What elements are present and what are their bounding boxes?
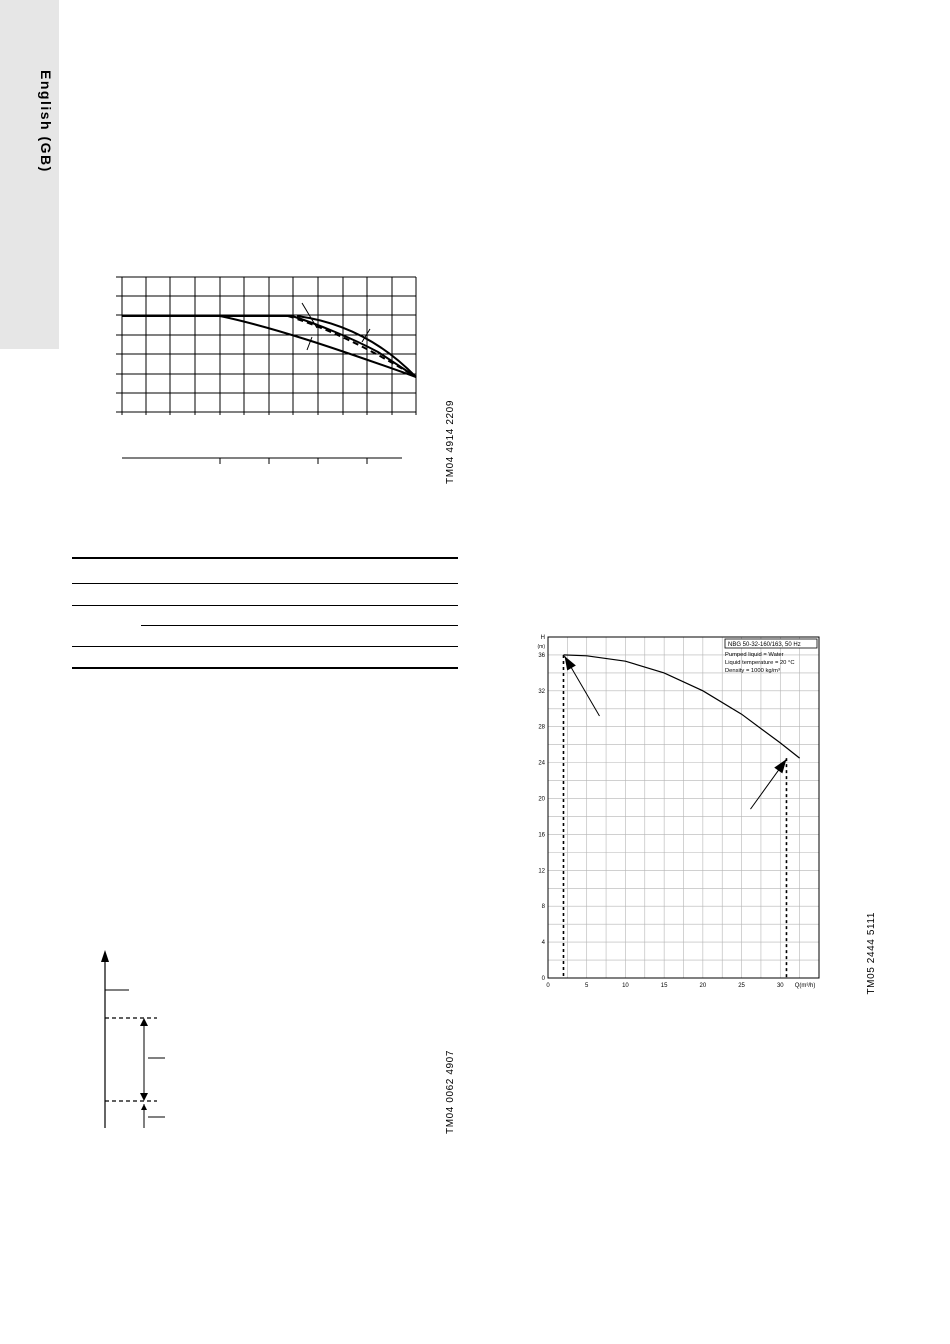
level-diagram (95, 950, 215, 1135)
marker-arrow-head (564, 656, 575, 671)
table-top-rule (72, 557, 458, 559)
y-axis-label: H (540, 635, 545, 641)
y-tick-label: 4 (541, 940, 545, 947)
language-tab-label: English (GB) (38, 70, 54, 173)
chart-annotation: Pumped liquid = Water (725, 652, 784, 658)
x-tick-label: 15 (660, 983, 668, 989)
figure-code-curves: TM04 4914 2209 (445, 400, 456, 485)
y-tick-label: 28 (538, 724, 545, 731)
y-tick-label: 36 (538, 652, 545, 659)
chart-annotation: Liquid temperature = 20 °C (725, 660, 795, 666)
y-tick-label: 24 (538, 760, 545, 767)
x-tick-label: 25 (738, 983, 745, 989)
table-subrow-rule (141, 625, 458, 626)
y-tick-label: 16 (538, 832, 545, 839)
y-tick-label: 0 (541, 976, 545, 982)
pump-curve-chart (535, 632, 835, 1002)
x-tick-label: 0 (546, 983, 550, 989)
y-tick-label: 20 (538, 796, 545, 803)
table-row-rule (72, 583, 458, 584)
x-tick-label: 20 (699, 983, 707, 989)
table-row-rule (72, 605, 458, 606)
table-row-rule (72, 646, 458, 647)
y-axis-unit: (m) (537, 644, 545, 650)
x-tick-label: 30 (776, 983, 784, 989)
table-bottom-rule (72, 667, 458, 669)
x-tick-label: 5 (585, 983, 589, 989)
figure-code-pump: TM05 2444 5111 (866, 912, 877, 995)
chart-title: NBG 50-32-160/163, 50 Hz (728, 642, 801, 648)
y-tick-label: 8 (541, 904, 545, 911)
chart-annotation: Density = 1000 kg/m³ (725, 668, 780, 674)
x-axis-label: Q(m³/h) (794, 983, 816, 989)
performance-curves-figure (112, 272, 422, 472)
language-tab (0, 0, 59, 349)
y-tick-label: 32 (538, 688, 545, 695)
figure-code-level: TM04 0062 4907 (445, 1050, 456, 1135)
y-tick-label: 12 (538, 868, 545, 875)
x-tick-label: 10 (622, 983, 629, 989)
